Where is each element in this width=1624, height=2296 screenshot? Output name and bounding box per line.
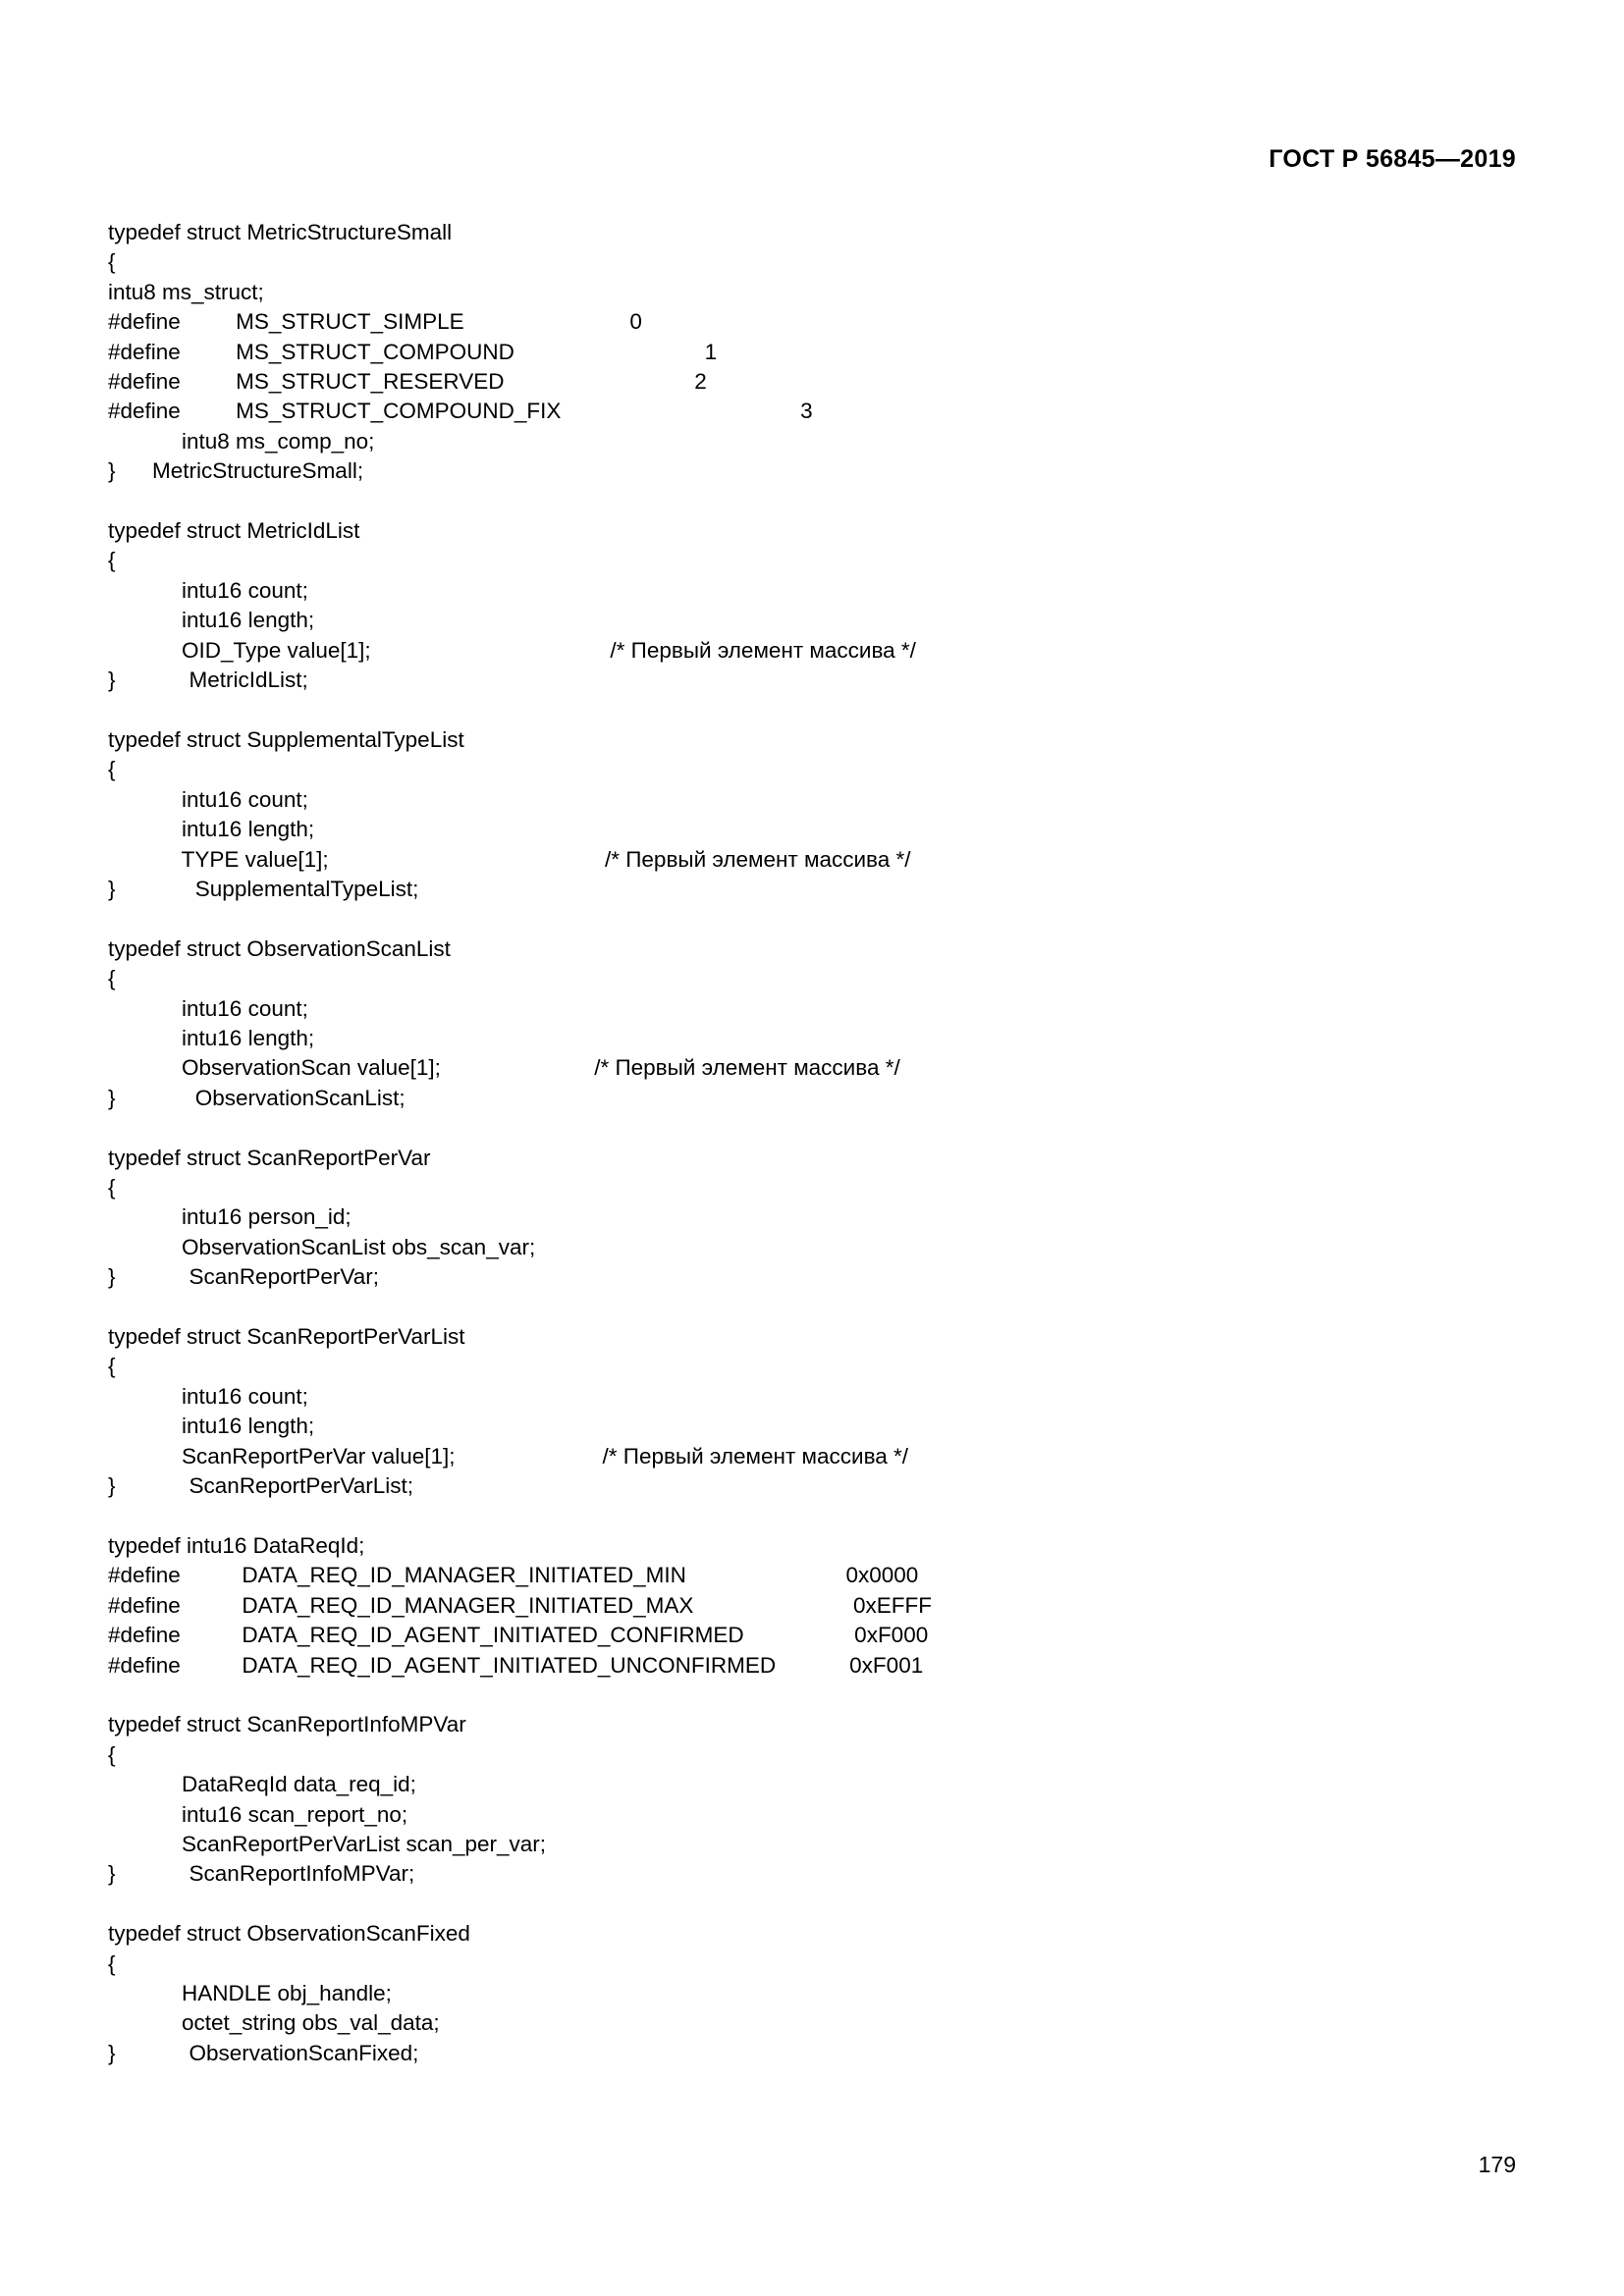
code-line: { bbox=[108, 1175, 116, 1200]
code-line: intu8 ms_struct; bbox=[108, 279, 264, 304]
code-blank-line bbox=[108, 1890, 1516, 1919]
code-line: DataReqId data_req_id; bbox=[108, 1772, 416, 1797]
code-line: { bbox=[108, 966, 116, 991]
code-line: typedef intu16 DataReqId; bbox=[108, 1532, 365, 1558]
code-line: intu16 length; bbox=[108, 608, 315, 633]
page-content bbox=[108, 218, 1516, 2096]
code-line: } ScanReportPerVar; bbox=[108, 1264, 379, 1290]
code-line: #define MS_STRUCT_COMPOUND_FIX 3 bbox=[108, 399, 813, 424]
code-line: ScanReportPerVar value[1]; /* Первый элемент массива */ bbox=[108, 1443, 909, 1468]
code-line: intu16 count; bbox=[108, 995, 308, 1021]
code-line: { bbox=[108, 1950, 116, 1976]
code-blank-line bbox=[108, 904, 1516, 934]
code-blank-line bbox=[108, 1293, 1516, 1322]
code-blank-line bbox=[108, 1501, 1516, 1530]
code-line: typedef struct MetricIdList bbox=[108, 518, 360, 544]
code-line: typedef struct ObservationScanFixed bbox=[108, 1921, 470, 1947]
code-line: intu16 length; bbox=[108, 1025, 315, 1050]
code-line: OID_Type value[1]; /* Первый элемент массива */ bbox=[108, 637, 916, 663]
code-line: typedef struct ScanReportInfoMPVar bbox=[108, 1712, 466, 1737]
code-line: } MetricIdList; bbox=[108, 667, 308, 693]
code-line: HANDLE obj_handle; bbox=[108, 1980, 392, 2005]
code-line: #define DATA_REQ_ID_AGENT_INITIATED_CONFIRMED 0xF000 bbox=[108, 1623, 929, 1648]
code-line: intu16 length; bbox=[108, 1414, 315, 1439]
code-line: typedef struct ScanReportPerVar bbox=[108, 1145, 431, 1170]
code-blank-line bbox=[108, 1681, 1516, 1710]
code-line: ScanReportPerVarList scan_per_var; bbox=[108, 1831, 547, 1856]
code-line: #define MS_STRUCT_COMPOUND 1 bbox=[108, 339, 718, 364]
code-line: } MetricStructureSmall; bbox=[108, 458, 364, 484]
page-header-standard-title: ГОСТ Р 56845—2019 bbox=[1269, 145, 1516, 173]
code-line: #define MS_STRUCT_RESERVED 2 bbox=[108, 369, 707, 395]
code-line: #define DATA_REQ_ID_MANAGER_INITIATED_MIN 0x0000 bbox=[108, 1563, 919, 1588]
code-line: intu8 ms_comp_no; bbox=[108, 428, 375, 454]
code-line: intu16 length; bbox=[108, 817, 315, 842]
code-line: typedef struct ObservationScanList bbox=[108, 935, 451, 961]
code-line: typedef struct SupplementalTypeList bbox=[108, 726, 464, 752]
code-line: ObservationScan value[1]; /* Первый элемент массива */ bbox=[108, 1055, 900, 1081]
code-line: #define MS_STRUCT_SIMPLE 0 bbox=[108, 309, 642, 335]
code-blank-line bbox=[108, 487, 1516, 516]
code-line: intu16 count; bbox=[108, 1383, 308, 1409]
code-line: intu16 count; bbox=[108, 786, 308, 812]
code-line: } ObservationScanFixed; bbox=[108, 2040, 419, 2065]
code-blank-line bbox=[108, 696, 1516, 725]
code-line: } ScanReportPerVarList; bbox=[108, 1473, 413, 1499]
code-line: { bbox=[108, 249, 116, 275]
code-listing bbox=[108, 218, 1516, 2068]
code-line: #define DATA_REQ_ID_AGENT_INITIATED_UNCONFIRMED 0xF001 bbox=[108, 1652, 924, 1678]
code-line: octet_string obs_val_data; bbox=[108, 2010, 440, 2036]
code-line: { bbox=[108, 1354, 116, 1379]
code-line: #define DATA_REQ_ID_MANAGER_INITIATED_MAX 0xEFFF bbox=[108, 1592, 932, 1618]
code-line: { bbox=[108, 757, 116, 782]
code-line: TYPE value[1]; /* Первый элемент массива */ bbox=[108, 846, 911, 872]
code-line: } ObservationScanList; bbox=[108, 1085, 406, 1110]
code-line: intu16 person_id; bbox=[108, 1204, 352, 1230]
code-line: ObservationScanList obs_scan_var; bbox=[108, 1234, 536, 1259]
page-number: 179 bbox=[1478, 2152, 1516, 2177]
code-line: } SupplementalTypeList; bbox=[108, 876, 419, 901]
code-line: intu16 scan_report_no; bbox=[108, 1801, 408, 1827]
code-line: typedef struct ScanReportPerVarList bbox=[108, 1324, 465, 1350]
code-line: typedef struct MetricStructureSmall bbox=[108, 220, 453, 244]
code-line: { bbox=[108, 1741, 116, 1767]
code-blank-line bbox=[108, 1113, 1516, 1143]
code-line: } ScanReportInfoMPVar; bbox=[108, 1861, 415, 1887]
code-line: intu16 count; bbox=[108, 577, 308, 603]
code-line: { bbox=[108, 548, 116, 573]
